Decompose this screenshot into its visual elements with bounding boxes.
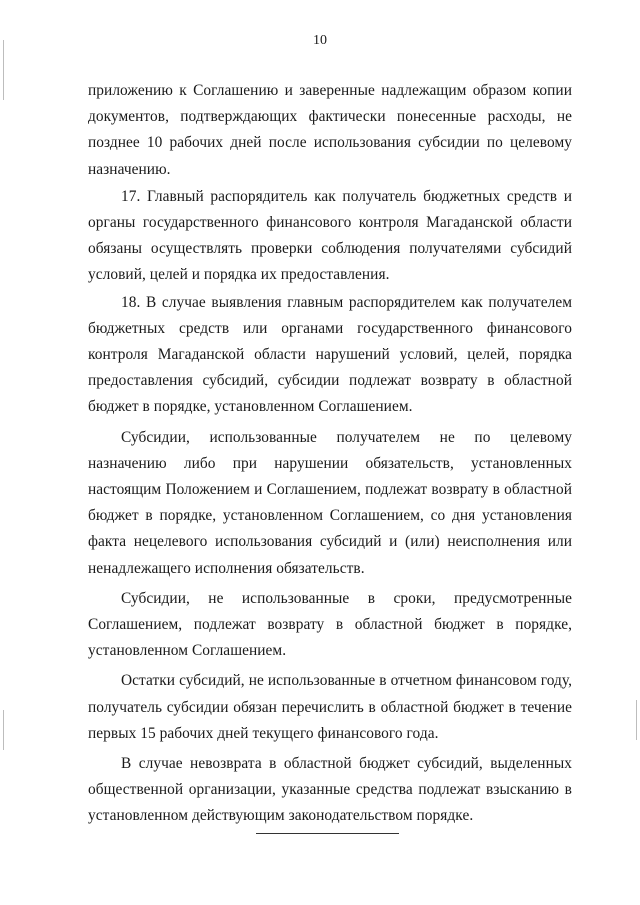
line: субсидий, субсидии подлежат возврату в областной бюджет в порядке, [88,372,572,416]
document-body [88,78,572,830]
line: Субсидии, использованные получателем не по целевому назначению [88,428,572,472]
paragraph-item-18 [88,290,572,421]
scan-edge-mark [3,40,4,100]
line: общественной организации, указанные средства подлежат взысканию [88,781,560,799]
line: приложению к Соглашению и заверенные надлежащим образом копии [88,82,572,99]
paragraph-misuse [88,425,572,582]
line: порядке, установленном Соглашением, со дня установления факта [88,507,572,551]
paragraph-unused [88,586,572,665]
scan-edge-mark [636,700,637,740]
line: назначению. [88,160,171,178]
line: Соглашением, подлежат возврату в областной бюджет в порядке, [88,616,572,634]
paragraph-nonreturn [88,751,572,830]
line: условий, целей и порядка их предоставления. [88,266,390,284]
line: в установленном действующим законодательством порядке. [88,781,572,825]
line: позднее 10 рабочих дней после использования субсидии по целевому [88,134,572,152]
line: Положением и Соглашением, подлежат возврату в областной бюджет в [88,481,572,525]
line: 17. Главный распорядитель как получатель бюджетных средств [121,187,558,205]
line: и органы государственного финансового контроля Магаданской области [88,187,572,232]
end-of-document-rule [256,833,399,834]
line: Субсидии, не использованные в сроки, предусмотренные [121,589,572,607]
line: Магаданской области нарушений условий, целей, порядка предоставления [88,346,572,390]
line: получатель субсидии обязан перечислить в областной бюджет в течение [88,698,572,716]
page-number: 10 [313,33,327,48]
scan-edge-mark [3,710,4,750]
line: документов, подтверждающих фактически понесенные расходы, не [88,108,572,126]
line: обязаны осуществлять проверки соблюдения получателями субсидий [88,240,572,258]
line: 18. В случае выявления главным распорядителем как получателем [121,293,572,311]
line: нецелевого использования субсидий и (или) неисполнения или [133,533,572,551]
line: В случае невозврата в областной бюджет субсидий, выделенных [121,755,572,773]
line: установленном Соглашением. [214,398,413,416]
line: первых 15 рабочих дней текущего финансового года. [88,724,439,742]
line: бюджетных средств или органами государственного финансового контроля [88,319,572,364]
line: ненадлежащего исполнения обязательств. [88,559,365,577]
paragraph-remainder [88,668,572,747]
line: Остатки субсидий, не использованные в отчетном финансовом году, [121,672,572,690]
line: либо при нарушении обязательств, установленных настоящим [88,454,572,499]
line: установленном Соглашением. [88,642,287,660]
paragraph-item-17 [88,184,572,289]
paragraph-continuation [88,78,572,183]
